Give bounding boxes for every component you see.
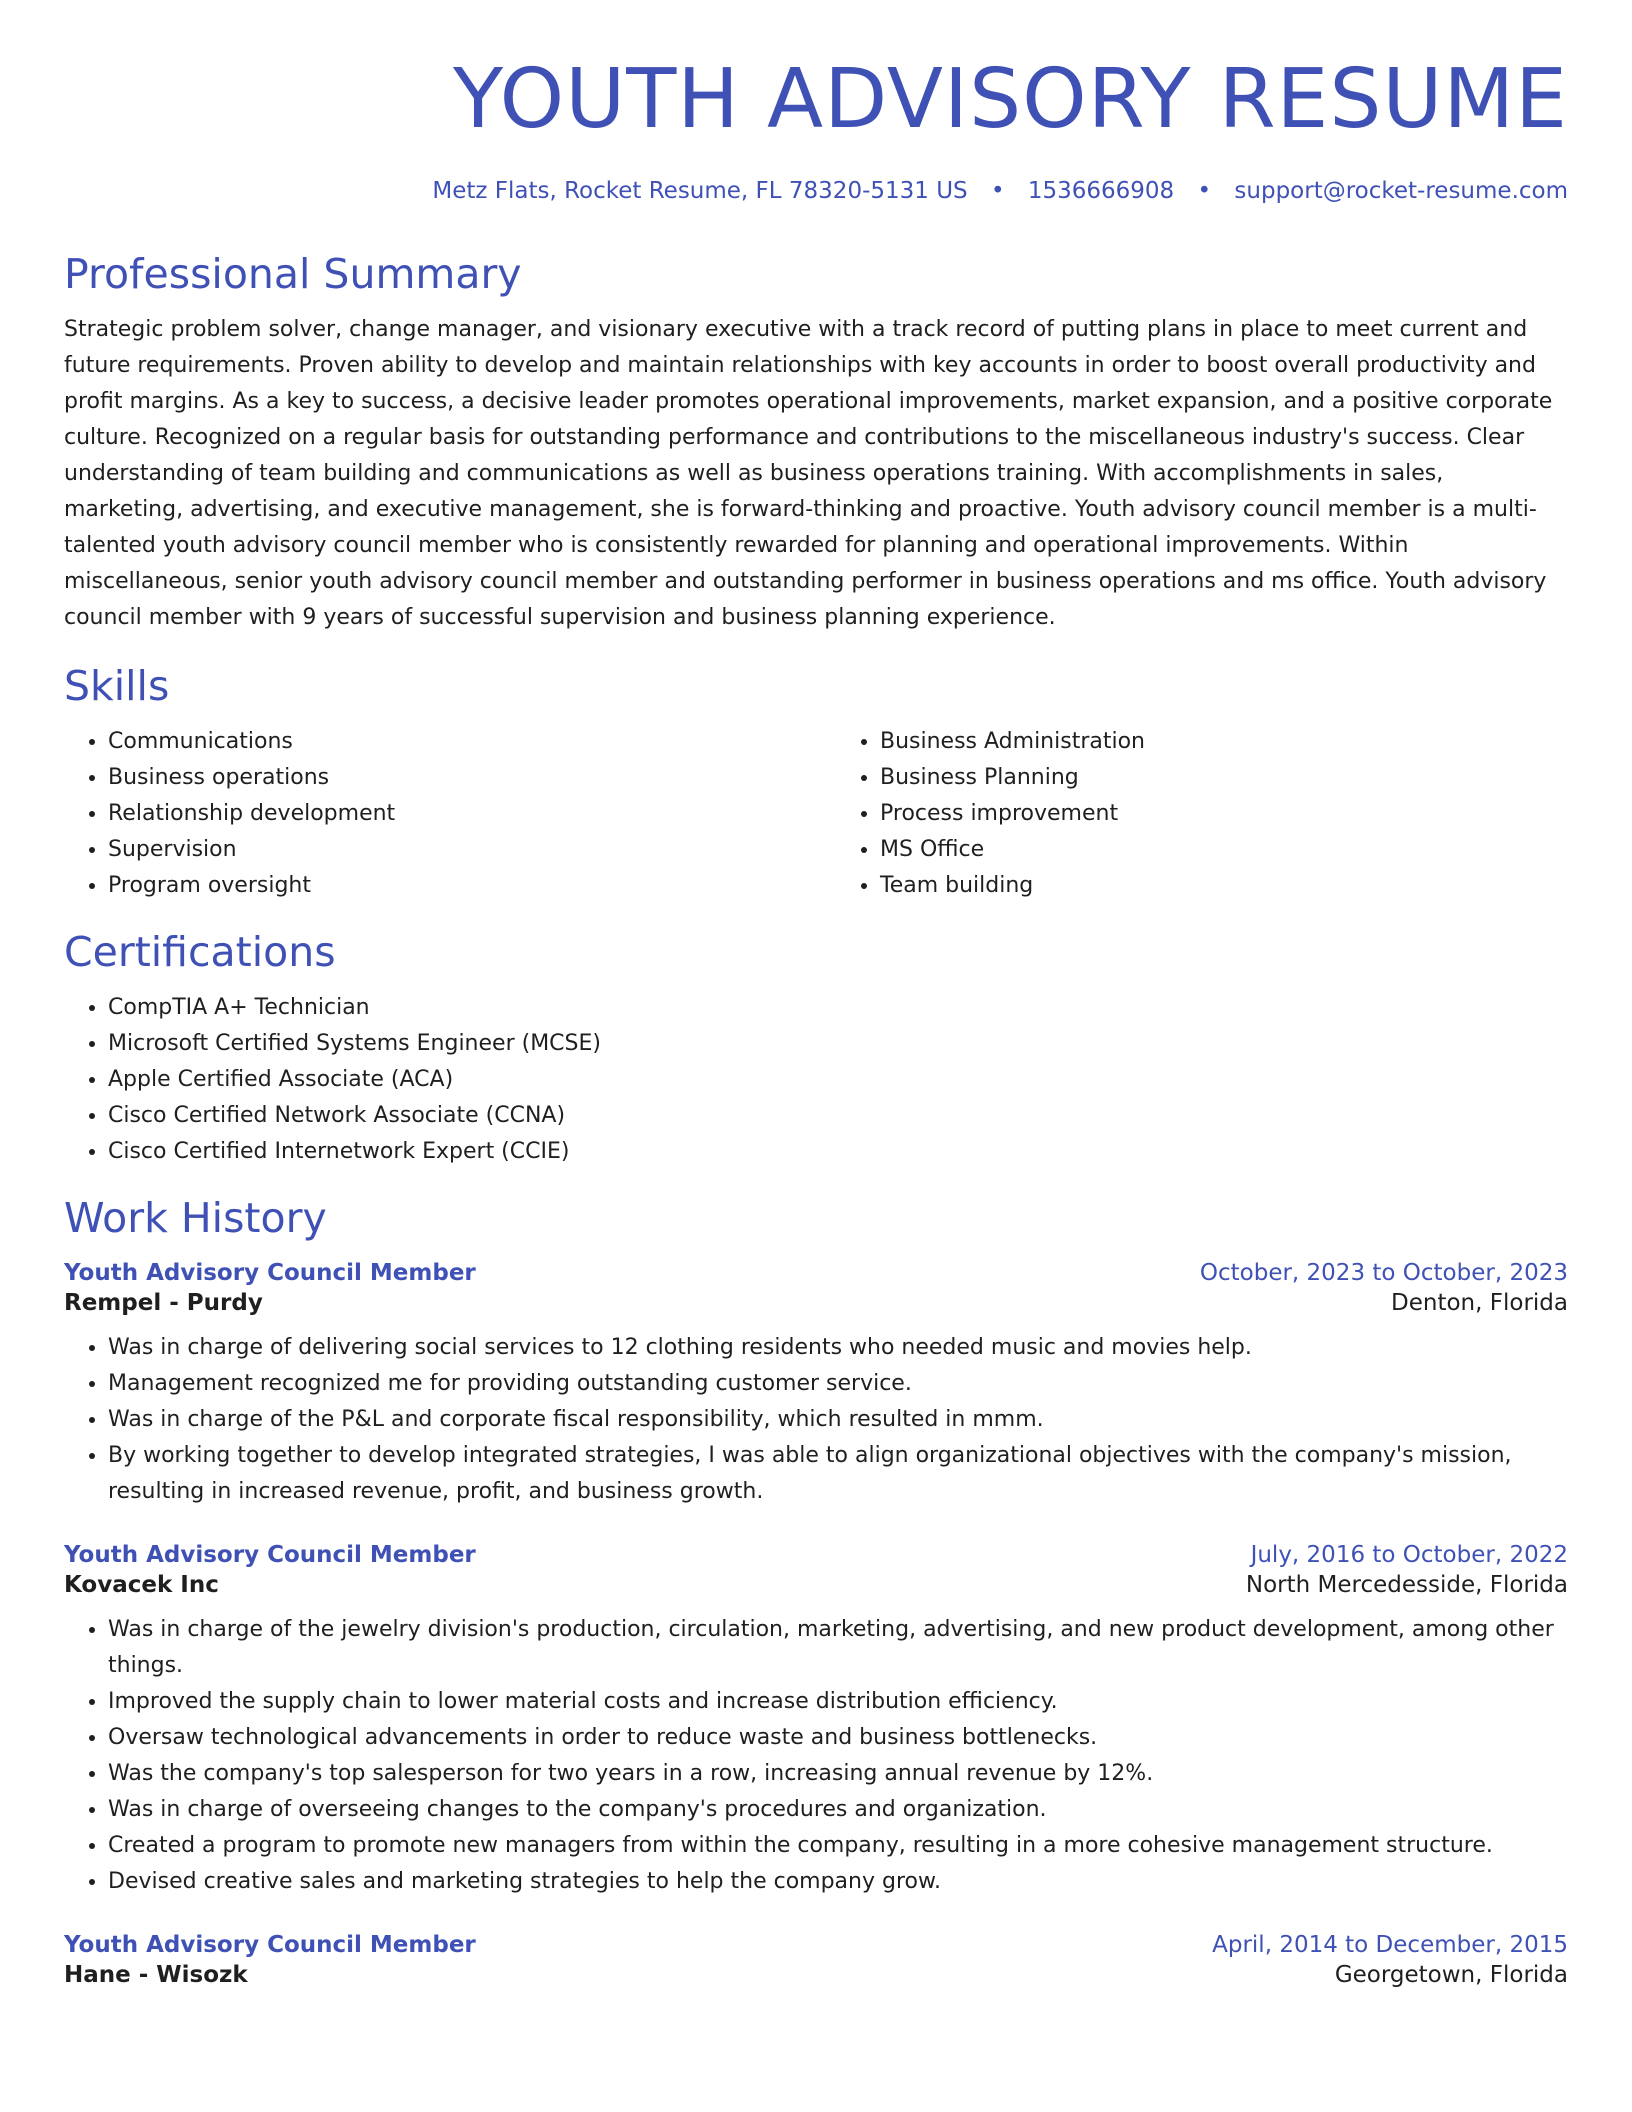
job-bullets [64,1612,1568,1900]
work-history-section [64,1192,1568,1988]
job-company-row [64,1568,1568,1598]
contact-phone: 1536666908 [1027,178,1175,204]
skill-item: • Supervision [108,832,796,868]
work-history-heading: Work History [64,1194,327,1242]
job-bullet: • Was in charge of overseeing changes to the company's procedures and organization. [108,1792,1568,1828]
job-bullet: • Improved the supply chain to lower material costs and increase distribution efficiency. [108,1684,1568,1720]
job-entry [64,1932,1568,1988]
job-entry [64,1542,1568,1900]
contact-separator: • [1197,178,1212,204]
job-bullet: • Was the company's top salesperson for two years in a row, increasing annual revenue by 12%. [108,1756,1568,1792]
certification-item: • Cisco Certified Internetwork Expert (CCIE) [108,1134,1568,1170]
job-header-row [64,1542,1568,1568]
skill-item: • Communications [108,724,796,760]
skill-item: • Relationship development [108,796,796,832]
job-dates: July, 2016 to October, 2022 [1250,1542,1568,1568]
certifications-heading: Certifications [64,928,336,976]
certification-item: • CompTIA A+ Technician [108,990,1568,1026]
skill-item: • Business Administration [880,724,1568,760]
job-company: Kovacek Inc [64,1572,219,1598]
job-bullet: • Was in charge of delivering social services to 12 clothing residents who needed music and movies help. [108,1330,1568,1366]
job-bullet: • By working together to develop integrated strategies, I was able to align organizational objectives with the company's mission, resulting in increased revenue, profit, and business growth. [108,1438,1568,1510]
job-company-row [64,1958,1568,1988]
contact-email[interactable]: support@rocket-resume.com [1234,178,1568,204]
certification-item: • Microsoft Certified Systems Engineer (MCSE) [108,1026,1568,1062]
resume-name: YOUTH ADVISORY RESUME [453,52,1568,147]
job-company: Hane - Wisozk [64,1962,248,1988]
job-bullet: • Created a program to promote new managers from within the company, resulting in a more cohesive management structure. [108,1828,1568,1864]
contact-address: Metz Flats, Rocket Resume, FL 78320-5131 US [432,178,968,204]
job-bullets [64,1330,1568,1510]
contact-line [64,178,1568,204]
job-location: Georgetown, Florida [1334,1962,1568,1988]
job-title: Youth Advisory Council Member [64,1260,476,1286]
job-header-row [64,1260,1568,1286]
job-bullet: • Devised creative sales and marketing strategies to help the company grow. [108,1864,1568,1900]
job-location: North Mercedesside, Florida [1245,1572,1568,1598]
job-bullet: • Was in charge of the P&L and corporate fiscal responsibility, which resulted in mmm. [108,1402,1568,1438]
certifications-list [64,990,1568,1170]
job-title: Youth Advisory Council Member [64,1932,476,1958]
skills-section [64,660,1568,904]
job-company: Rempel - Purdy [64,1290,263,1316]
job-bullet: • Management recognized me for providing outstanding customer service. [108,1366,1568,1402]
job-dates: October, 2023 to October, 2023 [1199,1260,1568,1286]
job-header-row [64,1932,1568,1958]
skill-item: • Process improvement [880,796,1568,832]
skills-heading: Skills [64,662,170,710]
skill-item: • Business operations [108,760,796,796]
summary-text: Strategic problem solver, change manager, and visionary executive with a track record of putting plans in place to meet current and future requirements. Proven ability to develop and maintain relationships with key accounts in order to boost overall productivity and profit margins. As a key to success, a decisive leader promotes operational improvements, market expansion, and a positive corporate culture. Recognized on a regular basis for outstanding performance and contributions to the miscellaneous industry's success. Clear understanding of team building and communications as well as business operations training. With accomplishments in sales, marketing, advertising, and executive management, she is forward-thinking and proactive. Youth advisory council member is a multi-talented youth advisory council member who is consistently rewarded for planning and operational improvements. Within miscellaneous, senior youth advisory council member and outstanding performer in business operations and ms office. Youth advisory council member with 9 years of successful supervision and business planning experience. [64,317,1553,630]
job-location: Denton, Florida [1391,1290,1568,1316]
job-dates: April, 2014 to December, 2015 [1212,1932,1568,1958]
job-bullet: • Was in charge of the jewelry division's production, circulation, marketing, advertising, and new product development, among other things. [108,1612,1568,1684]
summary-section [64,248,1568,636]
job-company-row [64,1286,1568,1316]
skill-item: • Program oversight [108,868,796,904]
skills-list-right [836,724,1568,904]
skill-item: • MS Office [880,832,1568,868]
skill-item: • Team building [880,868,1568,904]
skills-grid [64,724,1568,904]
summary-heading: Professional Summary [64,250,522,298]
skills-list-left [64,724,796,904]
contact-separator: • [990,178,1005,204]
certification-item: • Apple Certified Associate (ACA) [108,1062,1568,1098]
skill-item: • Business Planning [880,760,1568,796]
resume-header [64,50,1568,204]
job-entry [64,1260,1568,1510]
certifications-section [64,926,1568,1170]
job-bullet: • Oversaw technological advancements in order to reduce waste and business bottlenecks. [108,1720,1568,1756]
certification-item: • Cisco Certified Network Associate (CCNA) [108,1098,1568,1134]
job-title: Youth Advisory Council Member [64,1542,476,1568]
